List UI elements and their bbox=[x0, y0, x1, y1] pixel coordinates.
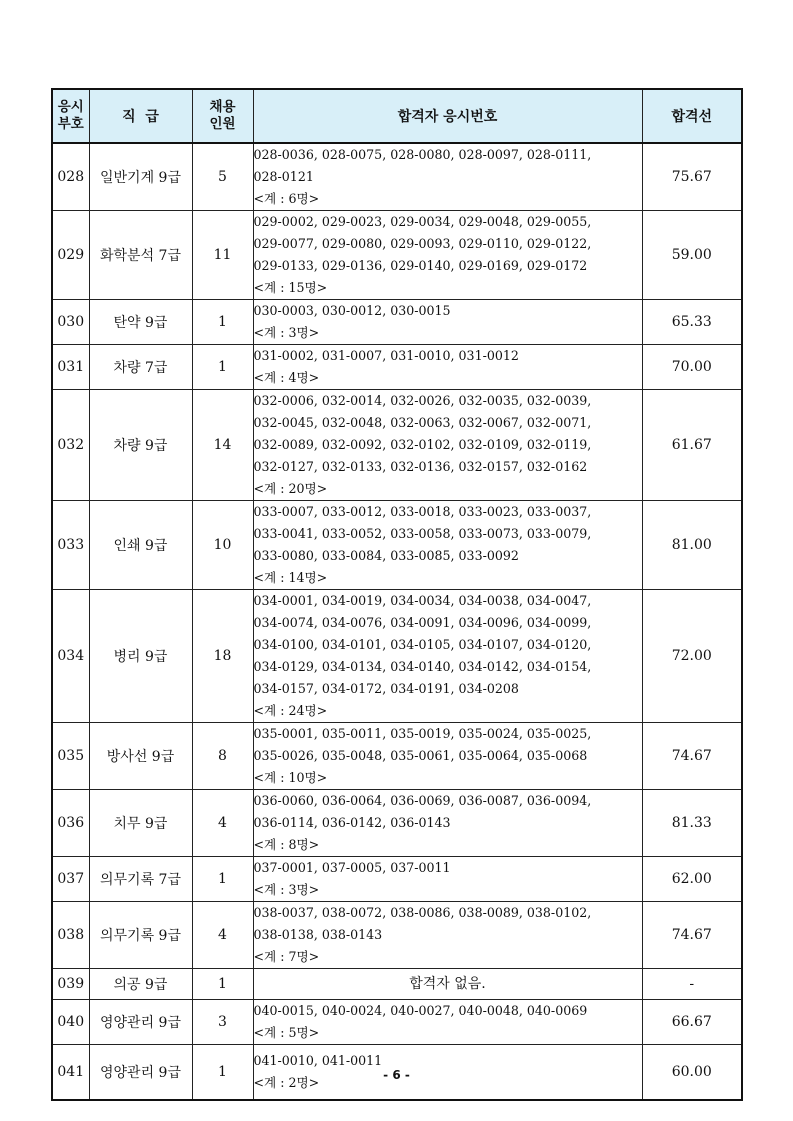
passer-number-line: 034-0157, 034-0172, 034-0191, 034-0208 bbox=[253, 681, 519, 696]
cutoff-score: 74.67 bbox=[642, 723, 742, 790]
cutoff-score: 70.00 bbox=[642, 345, 742, 390]
exam-code: 030 bbox=[52, 300, 89, 345]
position-grade: 일반기계 9급 bbox=[89, 143, 192, 211]
hire-count: 18 bbox=[192, 590, 253, 723]
hire-count: 8 bbox=[192, 723, 253, 790]
passer-total: <계 : 20명> bbox=[253, 481, 328, 496]
table-row bbox=[52, 143, 742, 211]
position-grade: 방사선 9급 bbox=[89, 723, 192, 790]
cutoff-score: 81.33 bbox=[642, 790, 742, 857]
exam-code: 031 bbox=[52, 345, 89, 390]
results-table bbox=[51, 88, 743, 1101]
table-row bbox=[52, 723, 742, 790]
passer-numbers bbox=[253, 1000, 642, 1045]
hire-count: 1 bbox=[192, 1045, 253, 1100]
hire-count: 4 bbox=[192, 902, 253, 969]
passer-total: <계 : 14명> bbox=[253, 570, 328, 585]
cutoff-score: 60.00 bbox=[642, 1045, 742, 1100]
hire-count: 5 bbox=[192, 143, 253, 211]
position-grade: 의무기록 7급 bbox=[89, 857, 192, 902]
passer-number-line: 034-0074, 034-0076, 034-0091, 034-0096, 034-0099, bbox=[253, 615, 592, 630]
passer-total: <계 : 5명> bbox=[253, 1025, 320, 1040]
passer-number-line: 032-0006, 032-0014, 032-0026, 032-0035, 032-0039, bbox=[253, 393, 592, 408]
table-row bbox=[52, 790, 742, 857]
exam-code: 035 bbox=[52, 723, 89, 790]
exam-code: 041 bbox=[52, 1045, 89, 1100]
cutoff-score: 65.33 bbox=[642, 300, 742, 345]
passer-total: <계 : 4명> bbox=[253, 370, 320, 385]
hire-count: 1 bbox=[192, 345, 253, 390]
cutoff-score: 61.67 bbox=[642, 390, 742, 501]
position-grade: 병리 9급 bbox=[89, 590, 192, 723]
passer-number-line: 030-0003, 030-0012, 030-0015 bbox=[253, 303, 451, 318]
passer-numbers bbox=[253, 211, 642, 300]
table-row bbox=[52, 345, 742, 390]
cutoff-score: 74.67 bbox=[642, 902, 742, 969]
hire-count: 4 bbox=[192, 790, 253, 857]
table-row bbox=[52, 390, 742, 501]
exam-code: 029 bbox=[52, 211, 89, 300]
position-grade: 영양관리 9급 bbox=[89, 1045, 192, 1100]
passer-numbers bbox=[253, 590, 642, 723]
position-grade: 치무 9급 bbox=[89, 790, 192, 857]
passer-numbers bbox=[253, 501, 642, 590]
cutoff-score: 75.67 bbox=[642, 143, 742, 211]
table-row bbox=[52, 857, 742, 902]
passer-number-line: 029-0002, 029-0023, 029-0034, 029-0048, 029-0055, bbox=[253, 214, 592, 229]
table-row bbox=[52, 902, 742, 969]
position-grade: 탄약 9급 bbox=[89, 300, 192, 345]
passer-number-line: 029-0133, 029-0136, 029-0140, 029-0169, 029-0172 bbox=[253, 258, 588, 273]
table-row bbox=[52, 501, 742, 590]
passer-total: <계 : 7명> bbox=[253, 949, 320, 964]
position-grade: 의무기록 9급 bbox=[89, 902, 192, 969]
passer-number-line: 034-0129, 034-0134, 034-0140, 034-0142, 034-0154, bbox=[253, 659, 592, 674]
passer-number-line: 034-0001, 034-0019, 034-0034, 034-0038, 034-0047, bbox=[253, 593, 592, 608]
table-row bbox=[52, 300, 742, 345]
exam-code: 038 bbox=[52, 902, 89, 969]
hire-count: 1 bbox=[192, 300, 253, 345]
passer-number-line: 032-0089, 032-0092, 032-0102, 032-0109, 032-0119, bbox=[253, 437, 592, 452]
position-grade: 의공 9급 bbox=[89, 969, 192, 1000]
table-row bbox=[52, 211, 742, 300]
table-header bbox=[52, 89, 742, 143]
table-row bbox=[52, 969, 742, 1000]
hire-count: 14 bbox=[192, 390, 253, 501]
header-code: 응시 부호 bbox=[52, 89, 89, 143]
header-hire-count: 채용 인원 bbox=[192, 89, 253, 143]
position-grade: 차량 7급 bbox=[89, 345, 192, 390]
passer-total: <계 : 3명> bbox=[253, 882, 320, 897]
passer-number-line: 036-0060, 036-0064, 036-0069, 036-0087, 036-0094, bbox=[253, 793, 592, 808]
exam-code: 028 bbox=[52, 143, 89, 211]
passer-numbers bbox=[253, 300, 642, 345]
position-grade: 영양관리 9급 bbox=[89, 1000, 192, 1045]
passer-total: <계 : 10명> bbox=[253, 770, 328, 785]
hire-count: 10 bbox=[192, 501, 253, 590]
cutoff-score: - bbox=[642, 969, 742, 1000]
passer-numbers bbox=[253, 857, 642, 902]
passer-number-line: 038-0138, 038-0143 bbox=[253, 927, 383, 942]
cutoff-score: 62.00 bbox=[642, 857, 742, 902]
hire-count: 1 bbox=[192, 857, 253, 902]
passer-number-line: 031-0002, 031-0007, 031-0010, 031-0012 bbox=[253, 348, 519, 363]
cutoff-score: 59.00 bbox=[642, 211, 742, 300]
cutoff-score: 66.67 bbox=[642, 1000, 742, 1045]
hire-count: 11 bbox=[192, 211, 253, 300]
header-cutoff: 합격선 bbox=[642, 89, 742, 143]
passer-total: <계 : 3명> bbox=[253, 325, 320, 340]
cutoff-score: 81.00 bbox=[642, 501, 742, 590]
passer-number-line: 036-0114, 036-0142, 036-0143 bbox=[253, 815, 451, 830]
exam-code: 036 bbox=[52, 790, 89, 857]
position-grade: 인쇄 9급 bbox=[89, 501, 192, 590]
header-position: 직 급 bbox=[89, 89, 192, 143]
position-grade: 차량 9급 bbox=[89, 390, 192, 501]
passer-total: <계 : 8명> bbox=[253, 837, 320, 852]
passer-number-line: 041-0010, 041-0011 bbox=[253, 1052, 383, 1068]
passer-numbers bbox=[253, 345, 642, 390]
passer-number-line: 034-0100, 034-0101, 034-0105, 034-0107, 034-0120, bbox=[253, 637, 592, 652]
table-row bbox=[52, 590, 742, 723]
passer-total: <계 : 6명> bbox=[253, 191, 320, 206]
hire-count: 3 bbox=[192, 1000, 253, 1045]
table-row bbox=[52, 1000, 742, 1045]
passer-number-line: 037-0001, 037-0005, 037-0011 bbox=[253, 860, 451, 875]
passer-number-line: 035-0001, 035-0011, 035-0019, 035-0024, 035-0025, bbox=[253, 726, 592, 741]
passer-number-line: 033-0041, 033-0052, 033-0058, 033-0073, 033-0079, bbox=[253, 526, 592, 541]
passer-number-line: 033-0080, 033-0084, 033-0085, 033-0092 bbox=[253, 548, 519, 563]
passer-number-line: 040-0015, 040-0024, 040-0027, 040-0048, 040-0069 bbox=[253, 1003, 588, 1018]
page-number: - 6 - bbox=[383, 1068, 410, 1082]
passer-total: <계 : 15명> bbox=[253, 280, 328, 295]
header-passer-numbers: 합격자 응시번호 bbox=[253, 89, 642, 143]
passer-number-line: 028-0121 bbox=[253, 169, 314, 184]
passer-number-line: 033-0007, 033-0012, 033-0018, 033-0023, 033-0037, bbox=[253, 504, 592, 519]
exam-code: 037 bbox=[52, 857, 89, 902]
passer-numbers bbox=[253, 723, 642, 790]
passer-numbers bbox=[253, 143, 642, 211]
exam-code: 033 bbox=[52, 501, 89, 590]
table-body bbox=[52, 143, 742, 1100]
position-grade: 화학분석 7급 bbox=[89, 211, 192, 300]
passer-numbers bbox=[253, 390, 642, 501]
passer-numbers bbox=[253, 790, 642, 857]
passer-number-line: 032-0127, 032-0133, 032-0136, 032-0157, 032-0162 bbox=[253, 459, 588, 474]
exam-code: 039 bbox=[52, 969, 89, 1000]
passer-number-line: 029-0077, 029-0080, 029-0093, 029-0110, 029-0122, bbox=[253, 236, 592, 251]
exam-code: 040 bbox=[52, 1000, 89, 1045]
hire-count: 1 bbox=[192, 969, 253, 1000]
passer-number-line: 038-0037, 038-0072, 038-0086, 038-0089, 038-0102, bbox=[253, 905, 592, 920]
exam-code: 032 bbox=[52, 390, 89, 501]
passer-number-line: 035-0026, 035-0048, 035-0061, 035-0064, 035-0068 bbox=[253, 748, 588, 763]
passer-numbers bbox=[253, 902, 642, 969]
passer-total: <계 : 2명> bbox=[253, 1074, 320, 1090]
exam-code: 034 bbox=[52, 590, 89, 723]
passer-number-line: 032-0045, 032-0048, 032-0063, 032-0067, 032-0071, bbox=[253, 415, 592, 430]
passer-number-line: 028-0036, 028-0075, 028-0080, 028-0097, 028-0111, bbox=[253, 147, 592, 162]
cutoff-score: 72.00 bbox=[642, 590, 742, 723]
no-passers-note: 합격자 없음. bbox=[253, 969, 642, 1000]
passer-total: <계 : 24명> bbox=[253, 703, 328, 718]
